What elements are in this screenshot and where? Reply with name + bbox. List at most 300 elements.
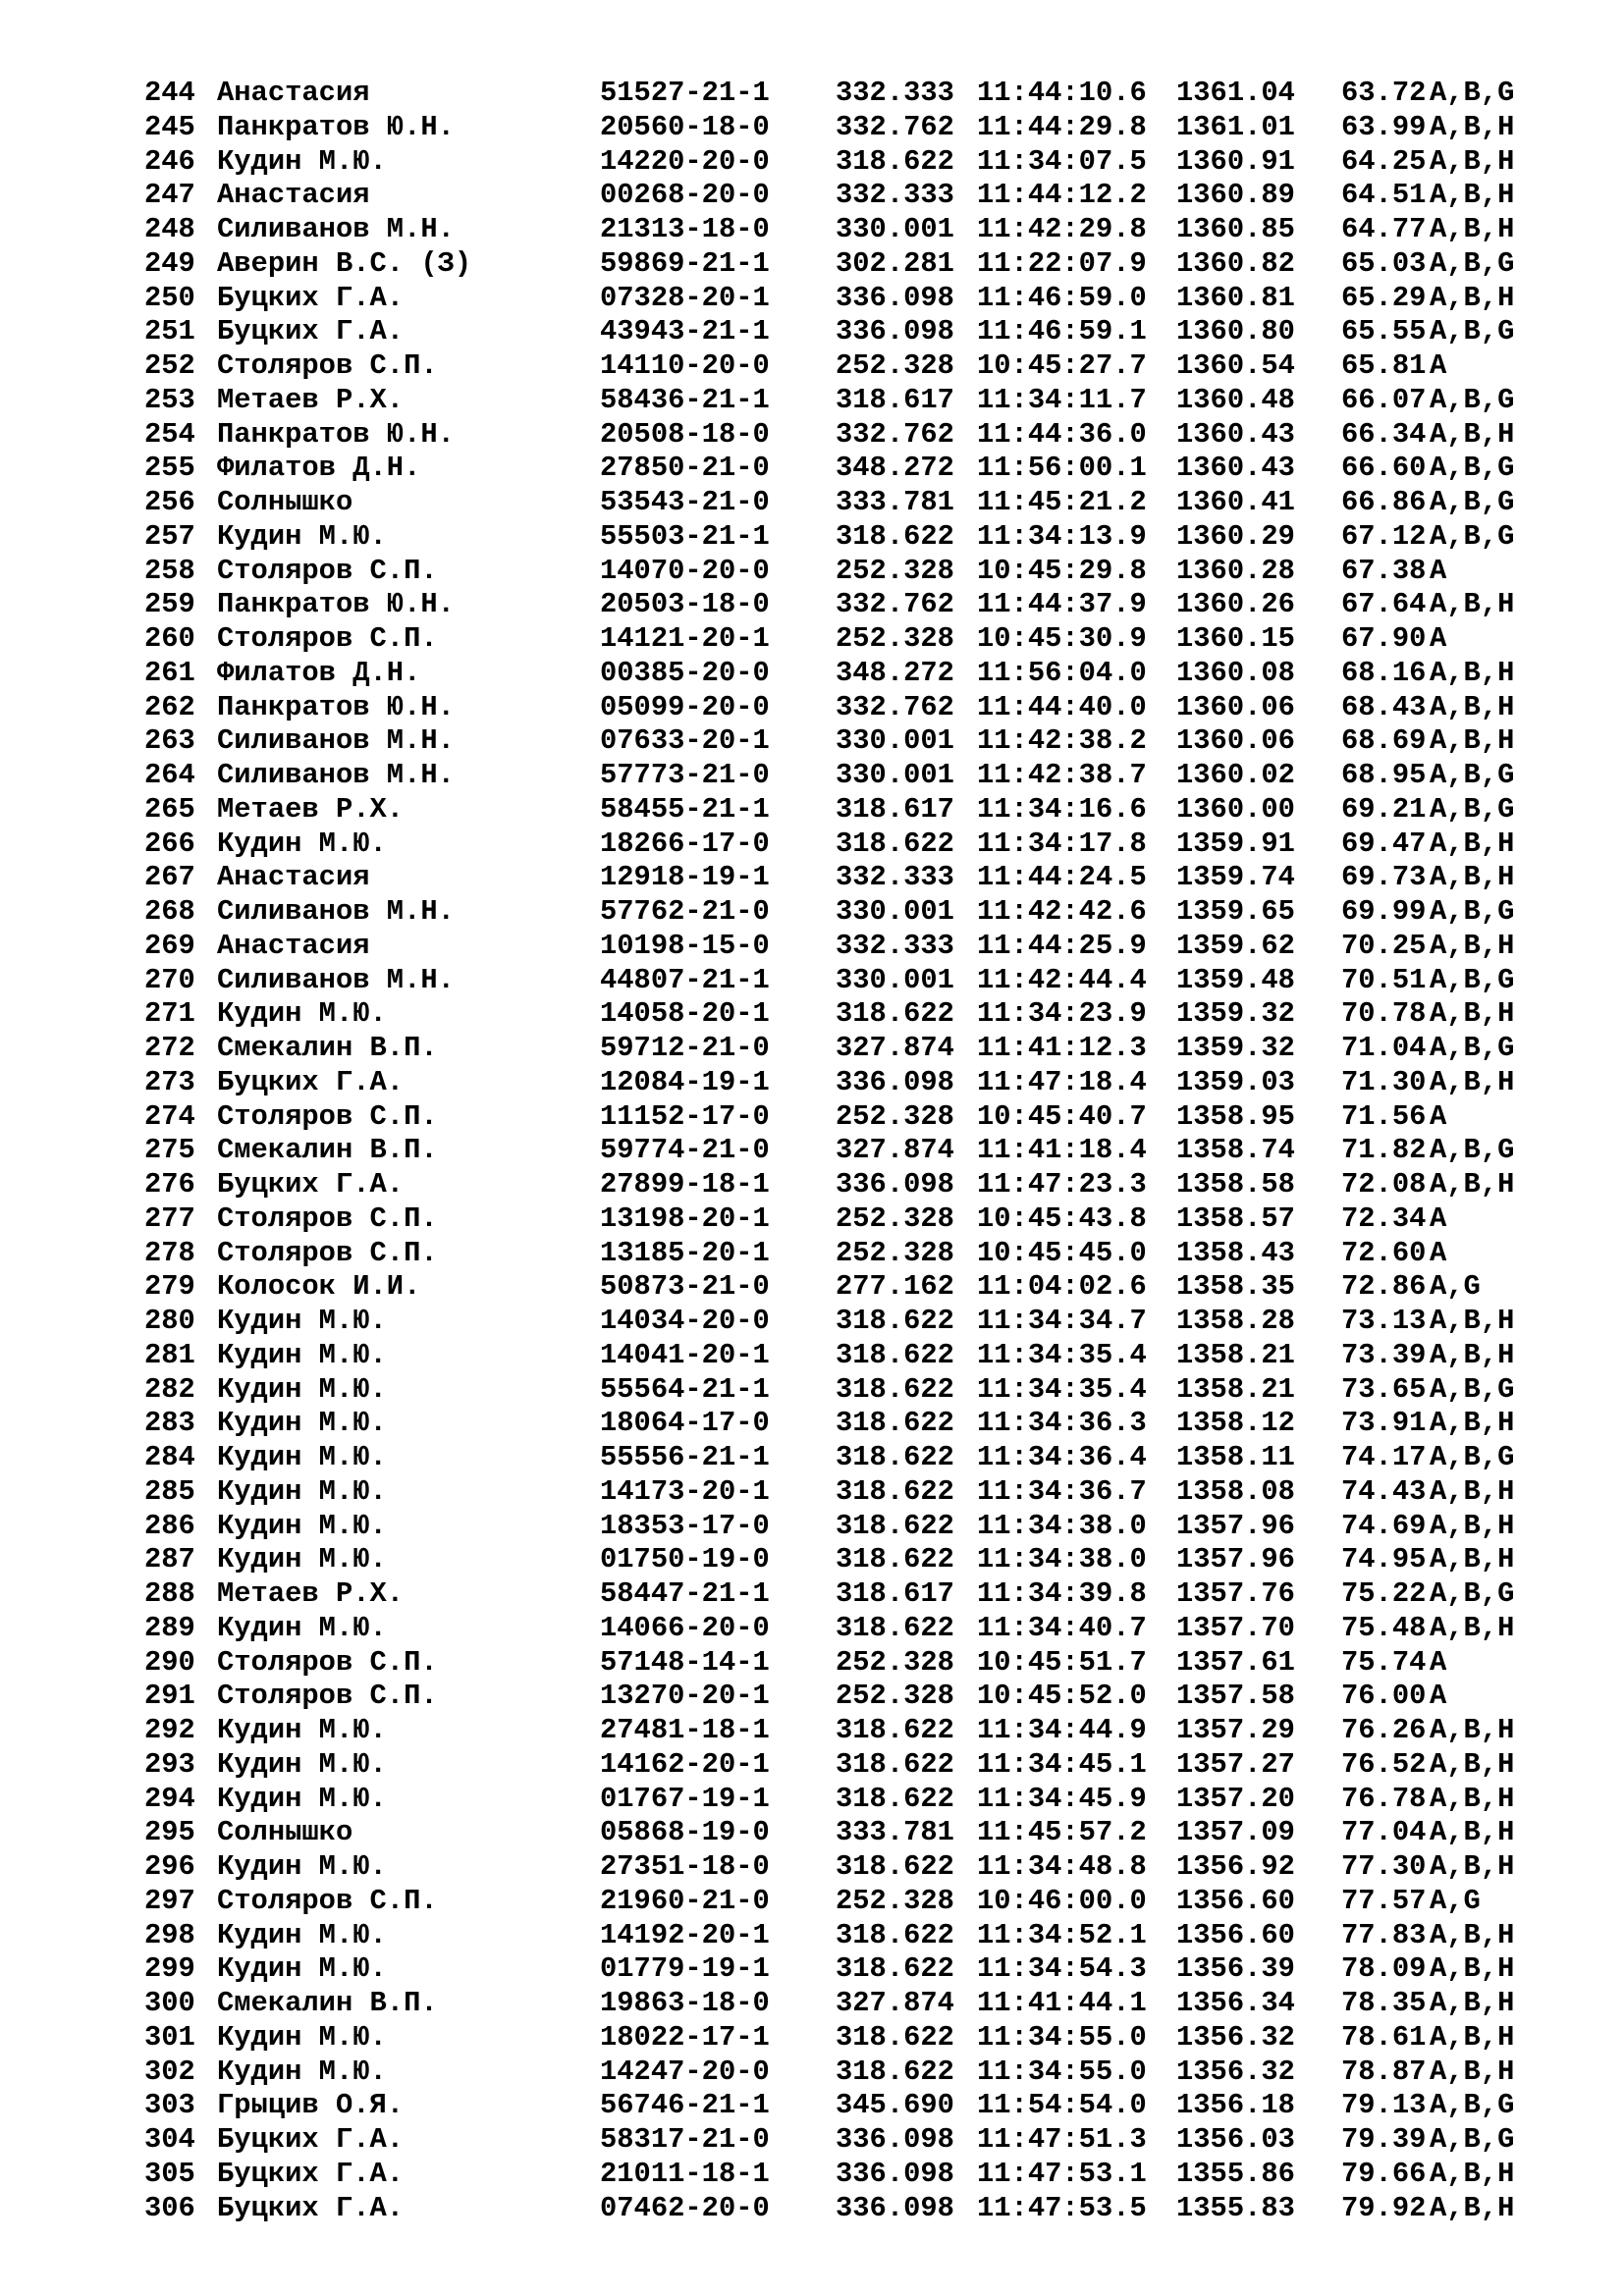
categories: A,B,H [1430,2191,1515,2224]
speed: 1360.48 [1176,383,1295,416]
speed: 1359.48 [1176,963,1295,996]
table-row [144,315,1557,349]
speed: 1357.96 [1176,1543,1295,1576]
distance: 318.622 [836,1918,954,1951]
categories: A,B,G [1430,2123,1515,2156]
distance: 318.622 [836,1509,954,1542]
place-number: 278 [144,1236,195,1269]
distance: 336.098 [836,315,954,348]
categories: A,B,H [1430,656,1515,689]
table-row [144,1032,1557,1066]
ring-number: 14110-20-0 [600,349,770,382]
distance: 318.617 [836,1577,954,1610]
ring-number: 00268-20-0 [600,179,770,212]
distance: 345.690 [836,2089,954,2122]
fancier-name: Буцких Г.А. [217,1168,405,1201]
table-row [144,1816,1557,1850]
arrival-time: 11:34:38.0 [977,1543,1147,1576]
coefficient: 70.51 [1341,963,1427,996]
categories: A,B,G [1430,1134,1515,1167]
ring-number: 07328-20-1 [600,281,770,314]
speed: 1356.39 [1176,1952,1295,1986]
speed: 1356.32 [1176,2055,1295,2088]
ring-number: 14220-20-0 [600,144,770,178]
distance: 348.272 [836,656,954,689]
coefficient: 79.92 [1341,2191,1427,2224]
categories: A,B,H [1430,1952,1515,1986]
categories: A [1430,349,1447,382]
ring-number: 55503-21-1 [600,519,770,553]
coefficient: 79.13 [1341,2089,1427,2122]
speed: 1360.89 [1176,179,1295,212]
table-row [144,588,1557,622]
table-row [144,1168,1557,1202]
place-number: 295 [144,1816,195,1849]
place-number: 258 [144,554,195,587]
fancier-name: Силиванов М.Н. [217,895,455,928]
categories: A,B,H [1430,144,1515,178]
distance: 336.098 [836,2157,954,2190]
distance: 327.874 [836,1032,954,1064]
speed: 1357.61 [1176,1645,1295,1679]
ring-number: 59712-21-0 [600,1032,770,1064]
place-number: 245 [144,110,195,143]
table-row [144,1510,1557,1544]
categories: A,B,H [1430,213,1515,245]
ring-number: 59869-21-1 [600,246,770,280]
arrival-time: 11:44:24.5 [977,861,1147,894]
distance: 318.622 [836,1407,954,1440]
coefficient: 66.07 [1341,383,1427,416]
table-row [144,418,1557,453]
categories: A,B,H [1430,827,1515,860]
speed: 1359.03 [1176,1065,1295,1098]
speed: 1360.26 [1176,588,1295,621]
coefficient: 72.08 [1341,1168,1427,1201]
speed: 1360.80 [1176,315,1295,348]
speed: 1360.41 [1176,486,1295,518]
distance: 318.622 [836,827,954,860]
distance: 318.622 [836,1611,954,1644]
table-row [144,2056,1557,2090]
table-row [144,1714,1557,1748]
coefficient: 78.87 [1341,2055,1427,2088]
table-row [144,2158,1557,2192]
coefficient: 72.86 [1341,1270,1427,1304]
categories: A,B,G [1430,519,1515,553]
speed: 1356.60 [1176,1884,1295,1917]
arrival-time: 11:44:29.8 [977,110,1147,143]
speed: 1357.76 [1176,1577,1295,1610]
place-number: 249 [144,246,195,280]
distance: 252.328 [836,1236,954,1269]
table-row [144,759,1557,793]
fancier-name: Панкратов Ю.Н. [217,110,455,143]
distance: 318.622 [836,144,954,178]
table-row [144,1066,1557,1100]
coefficient: 69.73 [1341,861,1427,894]
table-row [144,1577,1557,1612]
speed: 1360.85 [1176,213,1295,245]
categories: A,B,H [1430,929,1515,962]
categories: A [1430,1680,1447,1713]
ring-number: 58455-21-1 [600,792,770,826]
ring-number: 57148-14-1 [600,1645,770,1679]
place-number: 271 [144,997,195,1031]
arrival-time: 11:56:00.1 [977,452,1147,485]
speed: 1358.21 [1176,1338,1295,1371]
speed: 1356.03 [1176,2123,1295,2156]
table-row [144,1270,1557,1305]
fancier-name: Буцких Г.А. [217,315,405,348]
place-number: 265 [144,792,195,826]
speed: 1360.06 [1176,690,1295,723]
table-row [144,1237,1557,1271]
coefficient: 64.77 [1341,213,1427,245]
speed: 1360.06 [1176,724,1295,758]
speed: 1357.96 [1176,1509,1295,1542]
table-row [144,452,1557,486]
fancier-name: Кудин М.Ю. [217,1407,387,1440]
fancier-name: Кудин М.Ю. [217,519,387,553]
distance: 318.617 [836,383,954,416]
speed: 1360.54 [1176,349,1295,382]
ring-number: 56746-21-1 [600,2089,770,2122]
place-number: 289 [144,1611,195,1644]
distance: 302.281 [836,246,954,280]
coefficient: 68.43 [1341,690,1427,723]
fancier-name: Кудин М.Ю. [217,1918,387,1951]
categories: A,B,H [1430,1714,1515,1746]
coefficient: 79.39 [1341,2123,1427,2156]
speed: 1356.34 [1176,1987,1295,2019]
categories: A,B,H [1430,2157,1515,2190]
arrival-time: 11:34:45.9 [977,1782,1147,1815]
place-number: 284 [144,1441,195,1473]
ring-number: 13185-20-1 [600,1236,770,1269]
fancier-name: Кудин М.Ю. [217,827,387,860]
categories: A,B,G [1430,2089,1515,2122]
distance: 318.622 [836,1850,954,1883]
fancier-name: Смекалин В.П. [217,1032,438,1064]
table-row [144,1783,1557,1817]
ring-number: 20503-18-0 [600,588,770,621]
ring-number: 55564-21-1 [600,1372,770,1406]
ring-number: 27351-18-0 [600,1850,770,1883]
table-row [144,1305,1557,1339]
place-number: 250 [144,281,195,314]
speed: 1357.29 [1176,1714,1295,1746]
place-number: 248 [144,213,195,245]
speed: 1359.74 [1176,861,1295,894]
categories: A,B,H [1430,1747,1515,1781]
arrival-time: 10:45:30.9 [977,622,1147,655]
ring-number: 01779-19-1 [600,1952,770,1986]
fancier-name: Буцких Г.А. [217,2123,405,2156]
distance: 330.001 [836,963,954,996]
place-number: 304 [144,2123,195,2156]
place-number: 291 [144,1680,195,1713]
fancier-name: Кудин М.Ю. [217,1782,387,1815]
ring-number: 01767-19-1 [600,1782,770,1815]
speed: 1360.81 [1176,281,1295,314]
arrival-time: 11:34:54.3 [977,1952,1147,1986]
fancier-name: Буцких Г.А. [217,2191,405,2224]
coefficient: 67.38 [1341,554,1427,587]
ring-number: 12084-19-1 [600,1065,770,1098]
coefficient: 69.21 [1341,792,1427,826]
table-row [144,1373,1557,1408]
arrival-time: 11:44:12.2 [977,179,1147,212]
place-number: 297 [144,1884,195,1917]
arrival-time: 11:44:10.6 [977,77,1147,109]
place-number: 252 [144,349,195,382]
place-number: 273 [144,1065,195,1098]
arrival-time: 11:41:18.4 [977,1134,1147,1167]
categories: A [1430,1099,1447,1133]
coefficient: 65.29 [1341,281,1427,314]
categories: A,B,H [1430,1305,1515,1337]
fancier-name: Солнышко [217,1816,353,1849]
categories: A,B,H [1430,110,1515,143]
fancier-name: Кудин М.Ю. [217,1474,387,1508]
table-row [144,861,1557,895]
ring-number: 58436-21-1 [600,383,770,416]
fancier-name: Столяров С.П. [217,1884,438,1917]
arrival-time: 11:34:55.0 [977,2020,1147,2054]
distance: 318.622 [836,1782,954,1815]
fancier-name: Силиванов М.Н. [217,963,455,996]
fancier-name: Панкратов Ю.Н. [217,690,455,723]
arrival-time: 11:44:37.9 [977,588,1147,621]
coefficient: 72.34 [1341,1201,1427,1235]
categories: A,B,H [1430,1611,1515,1644]
arrival-time: 11:34:34.7 [977,1305,1147,1337]
distance: 332.333 [836,861,954,894]
speed: 1357.27 [1176,1747,1295,1781]
speed: 1360.00 [1176,792,1295,826]
distance: 252.328 [836,554,954,587]
place-number: 282 [144,1372,195,1406]
fancier-name: Смекалин В.П. [217,1987,438,2019]
fancier-name: Анастасия [217,179,370,212]
distance: 318.622 [836,1543,954,1576]
table-row [144,997,1557,1032]
fancier-name: Столяров С.П. [217,1645,438,1679]
categories: A,G [1430,1270,1481,1304]
table-row [144,793,1557,828]
coefficient: 72.60 [1341,1236,1427,1269]
arrival-time: 11:44:25.9 [977,929,1147,962]
distance: 252.328 [836,622,954,655]
categories: A,B,G [1430,963,1515,996]
place-number: 263 [144,724,195,758]
coefficient: 79.66 [1341,2157,1427,2190]
categories: A,B,H [1430,179,1515,212]
fancier-name: Силиванов М.Н. [217,213,455,245]
ring-number: 59774-21-0 [600,1134,770,1167]
table-row [144,1543,1557,1577]
arrival-time: 11:44:36.0 [977,417,1147,451]
arrival-time: 10:45:52.0 [977,1680,1147,1713]
distance: 252.328 [836,349,954,382]
arrival-time: 11:34:36.4 [977,1441,1147,1473]
distance: 332.333 [836,77,954,109]
speed: 1357.09 [1176,1816,1295,1849]
ring-number: 10198-15-0 [600,929,770,962]
distance: 277.162 [836,1270,954,1304]
speed: 1358.21 [1176,1372,1295,1406]
speed: 1358.95 [1176,1099,1295,1133]
ring-number: 13270-20-1 [600,1680,770,1713]
speed: 1358.28 [1176,1305,1295,1337]
ring-number: 58447-21-1 [600,1577,770,1610]
arrival-time: 10:45:45.0 [977,1236,1147,1269]
fancier-name: Кудин М.Ю. [217,1509,387,1542]
table-row [144,657,1557,691]
arrival-time: 11:34:40.7 [977,1611,1147,1644]
coefficient: 66.86 [1341,486,1427,518]
ring-number: 11152-17-0 [600,1099,770,1133]
arrival-time: 11:34:39.8 [977,1577,1147,1610]
arrival-time: 11:54:54.0 [977,2089,1147,2122]
distance: 336.098 [836,281,954,314]
coefficient: 63.72 [1341,77,1427,109]
speed: 1361.01 [1176,110,1295,143]
place-number: 269 [144,929,195,962]
coefficient: 73.65 [1341,1372,1427,1406]
table-row [144,1475,1557,1510]
speed: 1356.18 [1176,2089,1295,2122]
table-row [144,1646,1557,1681]
coefficient: 76.26 [1341,1714,1427,1746]
distance: 252.328 [836,1201,954,1235]
fancier-name: Столяров С.П. [217,1680,438,1713]
categories: A,B,H [1430,1782,1515,1815]
speed: 1356.92 [1176,1850,1295,1883]
table-row [144,1748,1557,1783]
place-number: 256 [144,486,195,518]
table-row [144,1885,1557,1919]
coefficient: 74.95 [1341,1543,1427,1576]
ring-number: 27481-18-1 [600,1714,770,1746]
table-row [144,179,1557,213]
distance: 336.098 [836,2191,954,2224]
fancier-name: Анастасия [217,929,370,962]
table-row [144,895,1557,930]
table-row [144,247,1557,282]
distance: 336.098 [836,2123,954,2156]
arrival-time: 11:34:35.4 [977,1372,1147,1406]
table-row [144,2089,1557,2123]
arrival-time: 11:34:36.3 [977,1407,1147,1440]
place-number: 298 [144,1918,195,1951]
fancier-name: Кудин М.Ю. [217,1441,387,1473]
fancier-name: Анастасия [217,77,370,109]
categories: A,B,H [1430,861,1515,894]
ring-number: 57762-21-0 [600,895,770,928]
arrival-time: 11:47:53.5 [977,2191,1147,2224]
ring-number: 27899-18-1 [600,1168,770,1201]
distance: 330.001 [836,895,954,928]
place-number: 257 [144,519,195,553]
coefficient: 76.52 [1341,1747,1427,1781]
arrival-time: 11:34:44.9 [977,1714,1147,1746]
categories: A,B,H [1430,1474,1515,1508]
place-number: 285 [144,1474,195,1508]
ring-number: 50873-21-0 [600,1270,770,1304]
ring-number: 20560-18-0 [600,110,770,143]
table-row [144,1441,1557,1475]
distance: 332.762 [836,690,954,723]
table-row [144,111,1557,145]
categories: A,B,H [1430,281,1515,314]
table-row [144,77,1557,111]
place-number: 280 [144,1305,195,1337]
table-row [144,622,1557,657]
fancier-name: Панкратов Ю.Н. [217,588,455,621]
categories: A [1430,1236,1447,1269]
coefficient: 78.35 [1341,1987,1427,2019]
categories: A,B,G [1430,1032,1515,1064]
arrival-time: 10:45:40.7 [977,1099,1147,1133]
coefficient: 69.99 [1341,895,1427,928]
place-number: 279 [144,1270,195,1304]
ring-number: 14070-20-0 [600,554,770,587]
categories: A,B,H [1430,1338,1515,1371]
speed: 1355.83 [1176,2191,1295,2224]
ring-number: 57773-21-0 [600,759,770,791]
coefficient: 66.34 [1341,417,1427,451]
fancier-name: Кудин М.Ю. [217,1747,387,1781]
coefficient: 74.17 [1341,1441,1427,1473]
distance: 318.622 [836,997,954,1031]
categories: A,B,G [1430,1372,1515,1406]
ring-number: 14041-20-1 [600,1338,770,1371]
ring-number: 27850-21-0 [600,452,770,485]
fancier-name: Силиванов М.Н. [217,724,455,758]
place-number: 288 [144,1577,195,1610]
speed: 1359.32 [1176,997,1295,1031]
fancier-name: Колосок И.И. [217,1270,421,1304]
categories: A,B,H [1430,1407,1515,1440]
place-number: 266 [144,827,195,860]
table-row [144,2021,1557,2056]
ring-number: 14121-20-1 [600,622,770,655]
ring-number: 12918-19-1 [600,861,770,894]
arrival-time: 11:34:23.9 [977,997,1147,1031]
fancier-name: Солнышко [217,486,353,518]
categories: A,B,H [1430,1987,1515,2019]
place-number: 286 [144,1509,195,1542]
distance: 333.781 [836,1816,954,1849]
categories: A,B,G [1430,759,1515,791]
fancier-name: Метаев Р.Х. [217,792,405,826]
arrival-time: 11:34:48.8 [977,1850,1147,1883]
arrival-time: 11:42:42.6 [977,895,1147,928]
coefficient: 68.95 [1341,759,1427,791]
speed: 1358.74 [1176,1134,1295,1167]
categories: A,B,G [1430,792,1515,826]
arrival-time: 11:34:55.0 [977,2055,1147,2088]
fancier-name: Столяров С.П. [217,554,438,587]
place-number: 267 [144,861,195,894]
ring-number: 07633-20-1 [600,724,770,758]
arrival-time: 11:34:16.6 [977,792,1147,826]
fancier-name: Кудин М.Ю. [217,144,387,178]
place-number: 303 [144,2089,195,2122]
distance: 336.098 [836,1065,954,1098]
